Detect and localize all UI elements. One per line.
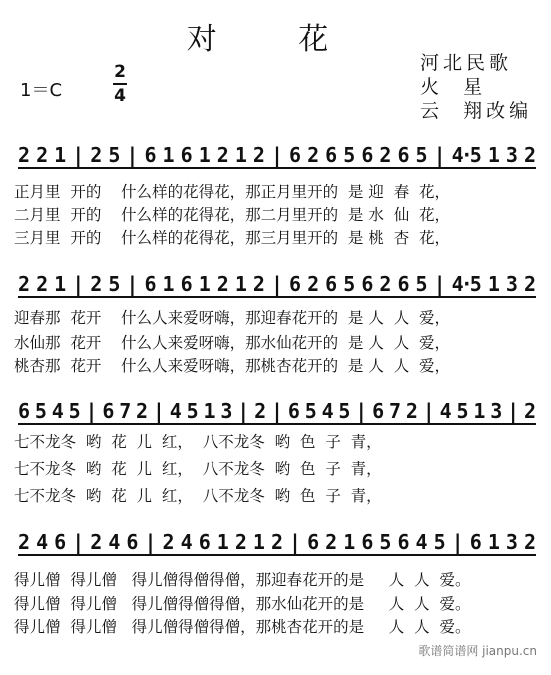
lyric-line: 正月里 开的 什么样的花得花，那正月里开的 是 迎 春 花， xyxy=(14,183,451,201)
lyric-line: 得儿僧 得儿僧 得儿僧得僧得僧，那迎春花开的是 人 人 爱。 xyxy=(14,571,471,589)
credit-line-2: 火 星 xyxy=(420,76,487,98)
lyric-line: 得儿僧 得儿僧 得儿僧得僧得僧，那桃杏花开的是 人 人 爱。 xyxy=(14,618,471,636)
page-title: 对 花 xyxy=(186,22,365,57)
time-signature-bottom: 4 xyxy=(114,86,126,106)
lyric-line: 七不龙冬 哟 花 儿 红， 八不龙冬 哟 色 子 青， xyxy=(14,433,382,451)
lyric-line: 七不龙冬 哟 花 儿 红， 八不龙冬 哟 色 子 青， xyxy=(14,460,382,478)
credit-line-3: 云 翔改编 xyxy=(420,100,533,122)
lyric-line: 二月里 开的 什么样的花得花，那二月里开的 是 水 仙 花， xyxy=(14,206,451,224)
key-signature: 1＝C xyxy=(20,80,63,101)
watermark: 歌谱简谱网 jianpu.cn xyxy=(418,644,537,658)
lyric-line: 迎春那 花开 什么人来爱呀嗨，那迎春花开的 是 人 人 爱， xyxy=(14,309,451,327)
lyric-line: 桃杏那 花开 什么人来爱呀嗨，那桃杏花开的 是 人 人 爱， xyxy=(14,357,451,375)
lyric-line: 七不龙冬 哟 花 儿 红， 八不龙冬 哟 色 子 青， xyxy=(14,487,382,505)
notation-staff: 2 2 1 | 2 5 | 6 1 6 1 2 1 2 | 6 2 6 5 6 2 6 5 | 4·5 1 3 2 xyxy=(18,272,536,296)
lyric-line: 得儿僧 得儿僧 得儿僧得僧得僧，那水仙花开的是 人 人 爱。 xyxy=(14,595,471,613)
notation-staff: 6 5 4 5 | 6 7 2 | 4 5 1 3 | 2 | 6 5 4 5 | 6 7 2 | 4 5 1 3 | 2 xyxy=(18,399,536,423)
notation-staff: 2 4 6 | 2 4 6 | 2 4 6 1 2 1 2 | 6 2 1 6 5 6 4 5 | 6 1 3 2 xyxy=(18,530,536,554)
time-signature-top: 2 xyxy=(114,62,126,82)
lyric-line: 三月里 开的 什么样的花得花，那三月里开的 是 桃 杏 花， xyxy=(14,229,451,247)
lyric-line: 水仙那 花开 什么人来爱呀嗨，那水仙花开的 是 人 人 爱， xyxy=(14,334,451,352)
notation-staff: 2 2 1 | 2 5 | 6 1 6 1 2 1 2 | 6 2 6 5 6 2 6 5 | 4·5 1 3 2 xyxy=(18,143,536,167)
credit-line-1: 河北民歌 xyxy=(420,52,513,74)
